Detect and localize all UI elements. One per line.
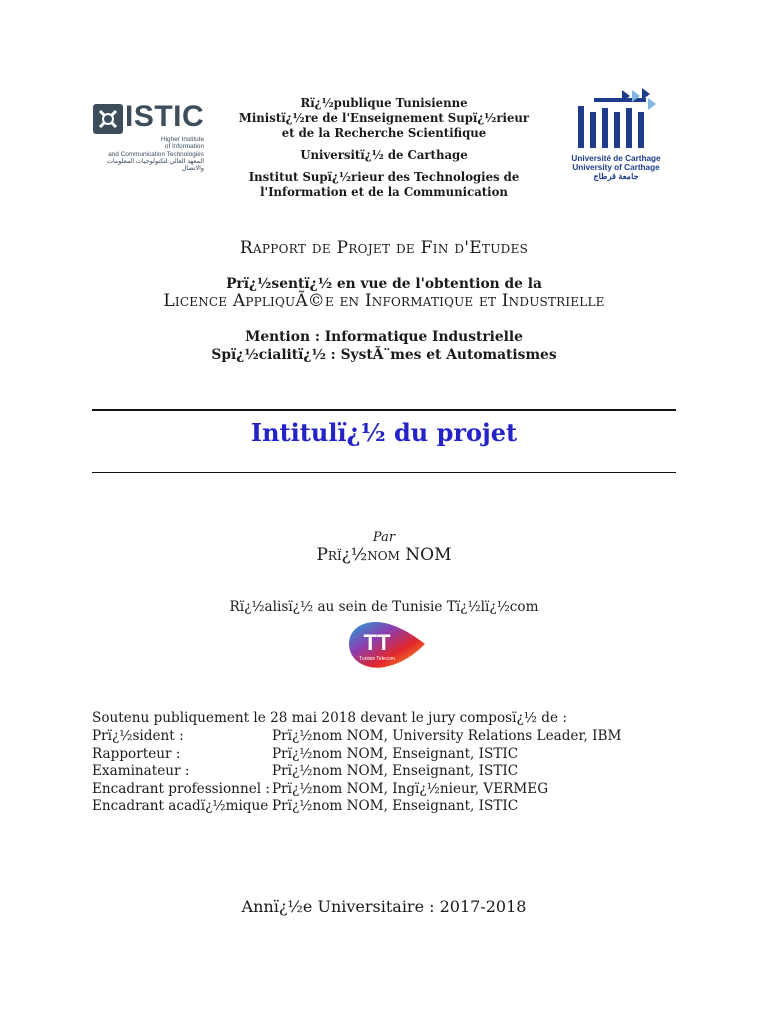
jury-row (92, 781, 621, 799)
header-line-ministry-2: et de la Recherche Scientifique (281, 126, 487, 140)
svg-text:TT: TT (363, 630, 391, 655)
project-title: Intitulï¿½ du projet (250, 418, 518, 447)
presented-line: Prï¿½sentï¿½ en vue de l'obtention de la (226, 276, 542, 292)
academic-year: Annï¿½e Universitaire : 2017-2018 (241, 897, 527, 916)
speciality-line: Spï¿½cialitï¿½ : SystÃ¨mes et Automatismes (211, 347, 557, 363)
ucar-label-ar: جامعة قرطاج (593, 172, 639, 181)
jury-role: Prï¿½sident : (92, 728, 184, 744)
tunisie-telecom-icon (345, 618, 427, 674)
mention-line: Mention : Informatique Industrielle (245, 329, 523, 345)
company-line: Rï¿½alisï¿½ au sein de Tunisie Tï¿½lï¿½com (229, 599, 539, 615)
jury-person: Prï¿½nom NOM, Enseignant, ISTIC (272, 763, 519, 780)
jury-row (92, 798, 621, 816)
jury-person: Prï¿½nom NOM, Ingï¿½nieur, VERMEG (272, 780, 549, 797)
institution-header (230, 96, 538, 200)
jury-role: Encadrant acadï¿½mique : (92, 798, 278, 815)
jury-row (92, 728, 621, 746)
university-carthage-logo (560, 88, 672, 188)
title-rule-top (92, 409, 676, 411)
jury-role: Rapporteur : (92, 745, 181, 762)
jury-list (92, 728, 621, 816)
jury-person: Prï¿½nom NOM, Enseignant, ISTIC (272, 798, 519, 815)
jury-row (92, 746, 621, 764)
par-label: Par (372, 530, 396, 545)
istic-emblem-icon (92, 103, 124, 135)
student-name: Prï¿½nom NOM (316, 545, 452, 565)
header-line-university: Universitï¿½ de Carthage (300, 148, 468, 162)
jury-role: Examinateur : (92, 763, 190, 780)
jury-role: Encadrant professionnel : (92, 780, 270, 797)
licence-title: Licence AppliquÃ©e en Informatique et Industrielle (163, 291, 605, 311)
report-title: Rapport de Projet de Fin d'Etudes (239, 238, 529, 258)
header-line-institute: Institut Supï¿½rieur des Technologies de (248, 170, 520, 184)
ucar-label-fr: Université de Carthage (571, 154, 661, 163)
istic-wordmark: ISTIC (125, 100, 205, 133)
defense-line: Soutenu publiquement le 28 mai 2018 devant le jury composï¿½ de : (92, 710, 567, 726)
header-line-institute-2: l'Information et de la Communication (260, 185, 508, 199)
istic-subtitle: Higher Institute of Information and Communication Technologies المعهد العالي لتكنولوجيات المعلومات والاتصال (106, 136, 204, 173)
header-line-republic: Rï¿½publique Tunisienne (300, 96, 468, 110)
title-rule-bottom (92, 472, 676, 473)
svg-text:Tunisie Telecom: Tunisie Telecom (359, 656, 395, 662)
jury-row (92, 763, 621, 781)
ucar-label-en: University of Carthage (572, 163, 660, 172)
jury-person: Prï¿½nom NOM, University Relations Leader, IBM (272, 728, 622, 744)
tunisie-telecom-logo (345, 618, 427, 674)
carthage-columns-icon (560, 88, 672, 152)
istic-logo (92, 100, 204, 180)
header-line-ministry: Ministï¿½re de l'Enseignement Supï¿½rieur (238, 111, 530, 125)
jury-person: Prï¿½nom NOM, Enseignant, ISTIC (272, 745, 519, 762)
